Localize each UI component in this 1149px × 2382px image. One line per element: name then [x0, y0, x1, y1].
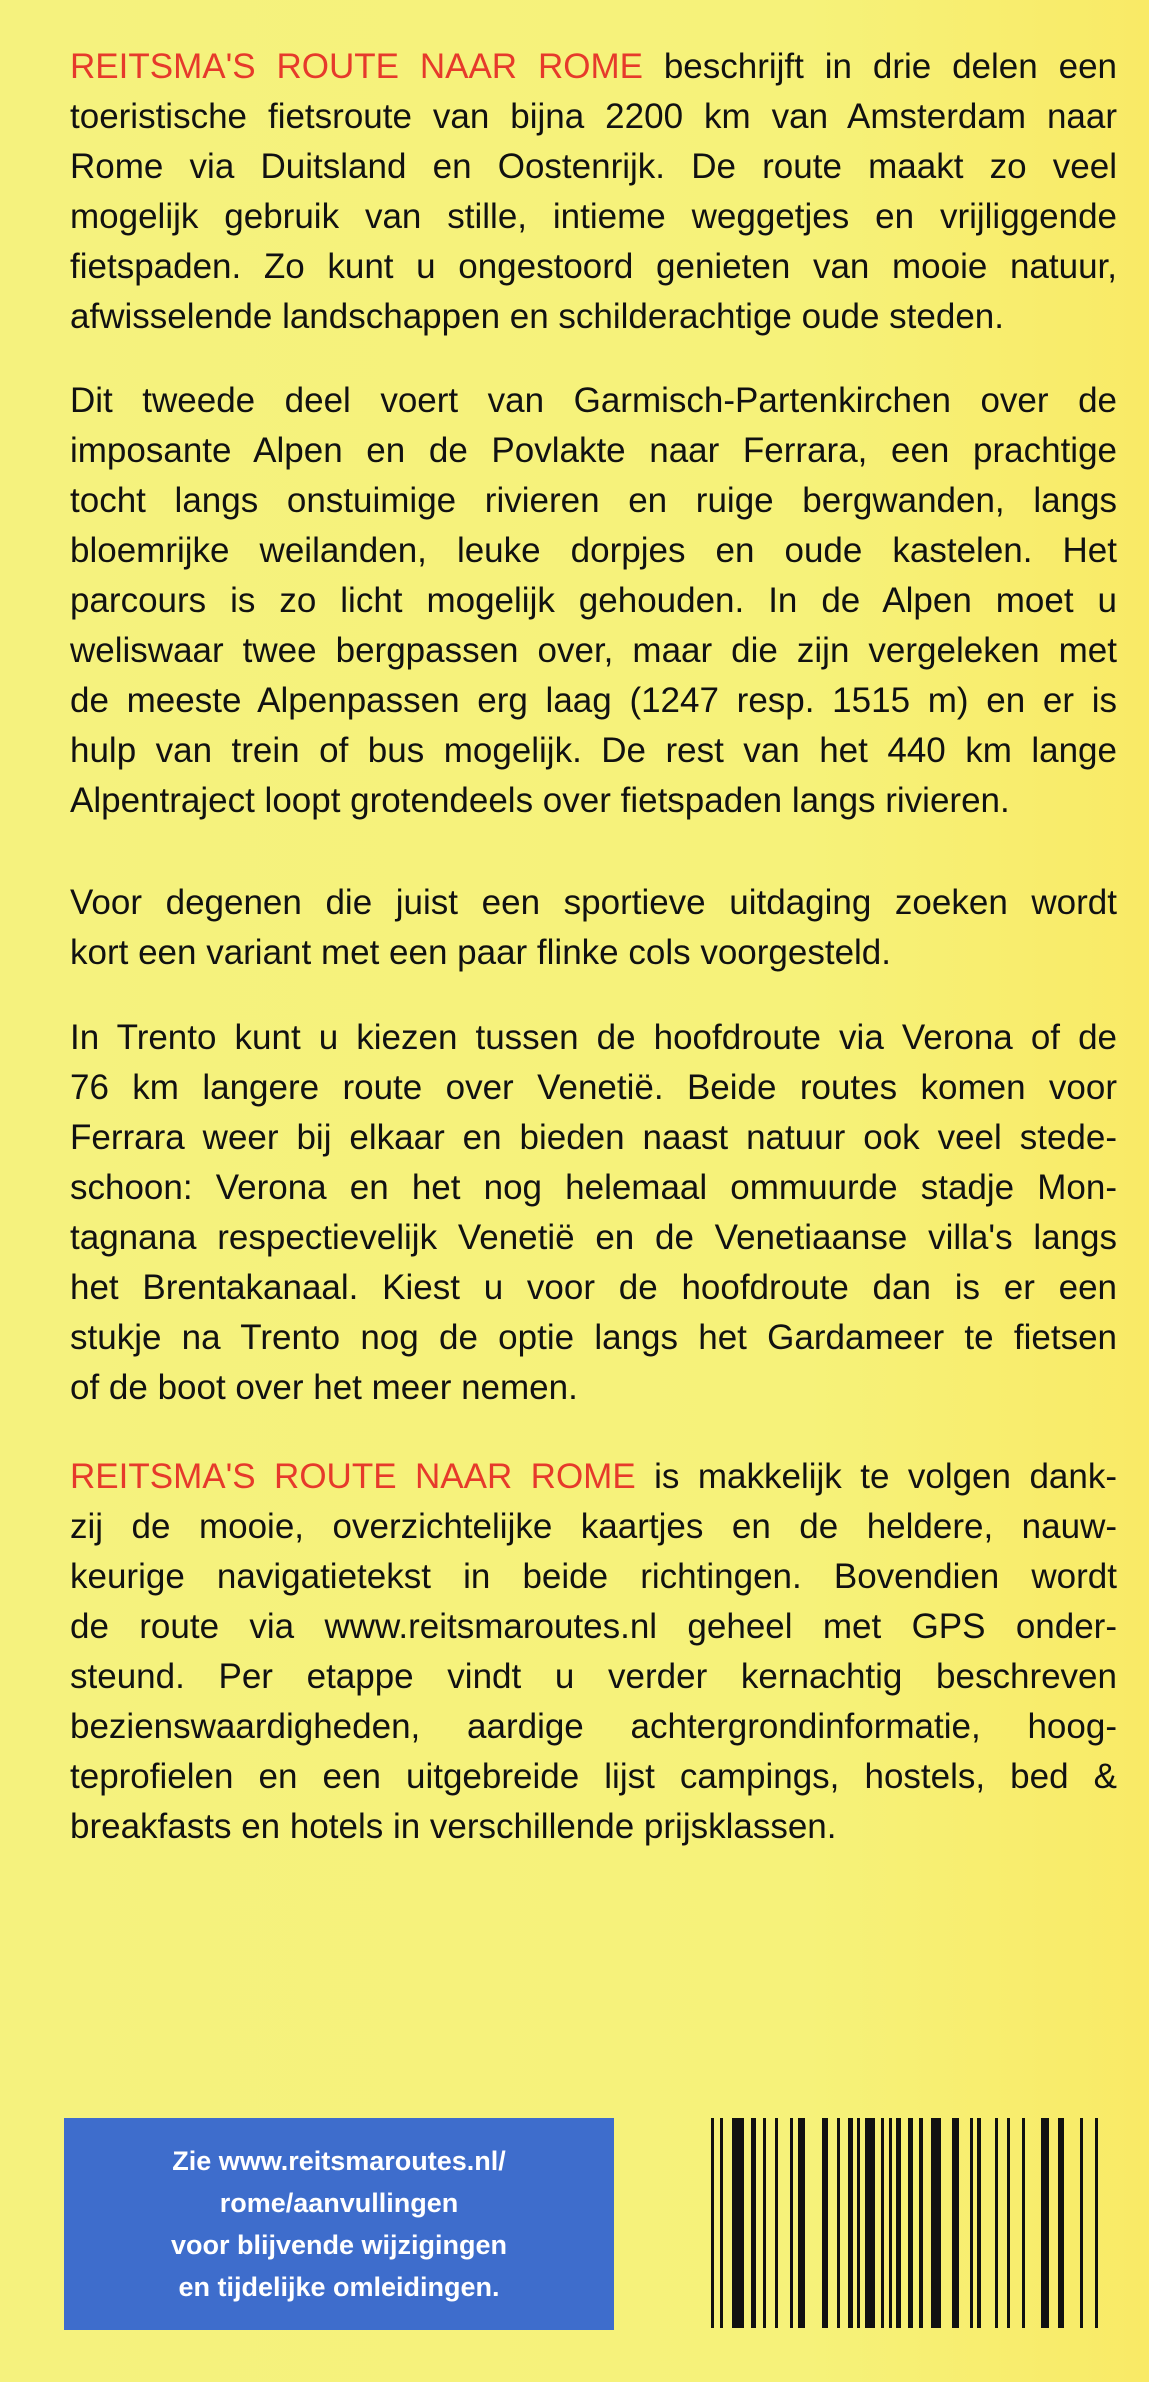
barcode-bar	[822, 2118, 828, 2328]
text-line	[70, 1452, 1117, 1502]
text-line: de meeste Alpenpassen erg laag (1247 resp. 1515 m) en er is	[70, 681, 1117, 720]
notice-line: rome/aanvullingen	[219, 2188, 459, 2218]
text-line: keurige navigatietekst in beide richtingen. Bovendien wordt	[70, 1557, 1117, 1596]
barcode-bar	[751, 2118, 755, 2328]
notice-line: voor blijvende wijzigingen	[170, 2230, 508, 2260]
text-line: Dit tweede deel voert van Garmisch-Partenkirchen over de	[70, 381, 1117, 420]
barcode-bar	[908, 2118, 912, 2328]
text-line: In Trento kunt u kiezen tussen de hoofdroute via Verona of de	[70, 1018, 1117, 1057]
barcode-bar	[732, 2118, 744, 2328]
notice-line: en tijdelijke omleidingen.	[178, 2272, 500, 2302]
barcode-bar	[970, 2118, 973, 2328]
intro-paragraph	[70, 42, 1117, 342]
barcode-bar	[977, 2118, 981, 2328]
text-line: weliswaar twee bergpassen over, maar die zijn vergeleken met	[70, 631, 1117, 670]
text-line: 76 km langere route over Venetië. Beide routes komen voor	[70, 1068, 1117, 1107]
text-line: parcours is zo licht mogelijk gehouden. In de Alpen moet u	[70, 581, 1117, 620]
barcode-bar	[881, 2118, 884, 2328]
barcode-bar	[763, 2118, 766, 2328]
text-line: afwisselende landschappen en schilderachtige oude steden.	[70, 297, 1004, 336]
barcode-bar	[848, 2118, 852, 2328]
text-line	[70, 42, 1117, 92]
text-line: teprofielen en een uitgebreide lijst campings, hostels, bed &	[70, 1757, 1117, 1796]
notice-box	[64, 2118, 614, 2330]
text-line: bloemrijke weilanden, leuke dorpjes en oude kastelen. Het	[70, 531, 1117, 570]
barcode-bar	[1007, 2118, 1010, 2328]
text-line: tagnana respectievelijk Venetië en de Venetiaanse villa's langs	[70, 1218, 1117, 1257]
barcode-bar	[1095, 2118, 1098, 2328]
barcode-bar	[896, 2118, 900, 2328]
text-line: bezienswaardigheden, aardige achtergrondinformatie, hoog-	[70, 1707, 1117, 1746]
text-line: fietspaden. Zo kunt u ongestoord genieten van mooie natuur,	[70, 247, 1117, 286]
text-line: de route via www.reitsmaroutes.nl geheel met GPS onder-	[70, 1607, 1117, 1646]
barcode-bar	[931, 2118, 941, 2328]
barcode-bar	[1041, 2118, 1048, 2328]
text-line: zij de mooie, overzichtelijke kaartjes en de heldere, nauw-	[70, 1507, 1117, 1546]
barcode-bar	[1080, 2118, 1083, 2328]
barcode-bar	[1022, 2118, 1025, 2328]
barcode-bar	[1058, 2118, 1064, 2328]
barcode-bar	[857, 2118, 860, 2328]
barcode-bar	[889, 2118, 892, 2328]
text-line: steund. Per etappe vindt u verder kernachtig beschreven	[70, 1657, 1117, 1696]
text-line: toeristische fietsroute van bijna 2200 km van Amsterdam naar	[70, 97, 1117, 136]
barcode	[711, 2118, 1107, 2328]
notice-line: Zie www.reitsmaroutes.nl/	[172, 2146, 506, 2176]
text-line: tocht langs onstuimige rivieren en ruige bergwanden, langs	[70, 481, 1117, 520]
barcode-bar	[790, 2118, 793, 2328]
book-title: REITSMA'S ROUTE NAAR ROME	[70, 47, 643, 86]
text-span: beschrijft in drie delen een	[642, 47, 1117, 86]
second-part-paragraph	[70, 376, 1117, 826]
text-line: of de boot over het meer nemen.	[70, 1368, 578, 1407]
text-span: is makkelijk te volgen dank-	[635, 1457, 1117, 1496]
barcode-bar	[995, 2118, 998, 2328]
barcode-bar	[720, 2118, 723, 2328]
book-title: REITSMA'S ROUTE NAAR ROME	[70, 1457, 636, 1496]
barcode-bar	[798, 2118, 805, 2328]
sport-variant-paragraph	[70, 878, 1117, 978]
navigation-paragraph	[70, 1452, 1117, 1852]
text-line: imposante Alpen en de Povlakte naar Ferrara, een prachtige	[70, 431, 1117, 470]
text-line: schoon: Verona en het nog helemaal ommuurde stadje Mon-	[70, 1168, 1117, 1207]
text-line: breakfasts en hotels in verschillende prijsklassen.	[70, 1807, 837, 1846]
text-line: Alpentraject loopt grotendeels over fietspaden langs rivieren.	[70, 781, 1010, 820]
text-line: het Brentakanaal. Kiest u voor de hoofdroute dan is er een	[70, 1268, 1117, 1307]
text-line: Voor degenen die juist een sportieve uitdaging zoeken wordt	[70, 883, 1117, 922]
barcode-bar	[952, 2118, 959, 2328]
barcode-bar	[865, 2118, 875, 2328]
text-line: mogelijk gebruik van stille, intieme weggetjes en vrijliggende	[70, 197, 1117, 236]
text-line: stukje na Trento nog de optie langs het Gardameer te fietsen	[70, 1318, 1117, 1357]
barcode-bar	[837, 2118, 840, 2328]
text-line: Rome via Duitsland en Oostenrijk. De route maakt zo veel	[70, 147, 1117, 186]
barcode-bar	[775, 2118, 778, 2328]
barcode-bar	[919, 2118, 923, 2328]
trento-paragraph	[70, 1013, 1117, 1413]
text-line: kort een variant met een paar flinke cols voorgesteld.	[70, 933, 891, 972]
barcode-bar	[711, 2118, 714, 2328]
text-line: hulp van trein of bus mogelijk. De rest van het 440 km lange	[70, 731, 1117, 770]
text-line: Ferrara weer bij elkaar en bieden naast natuur ook veel stede-	[70, 1118, 1117, 1157]
